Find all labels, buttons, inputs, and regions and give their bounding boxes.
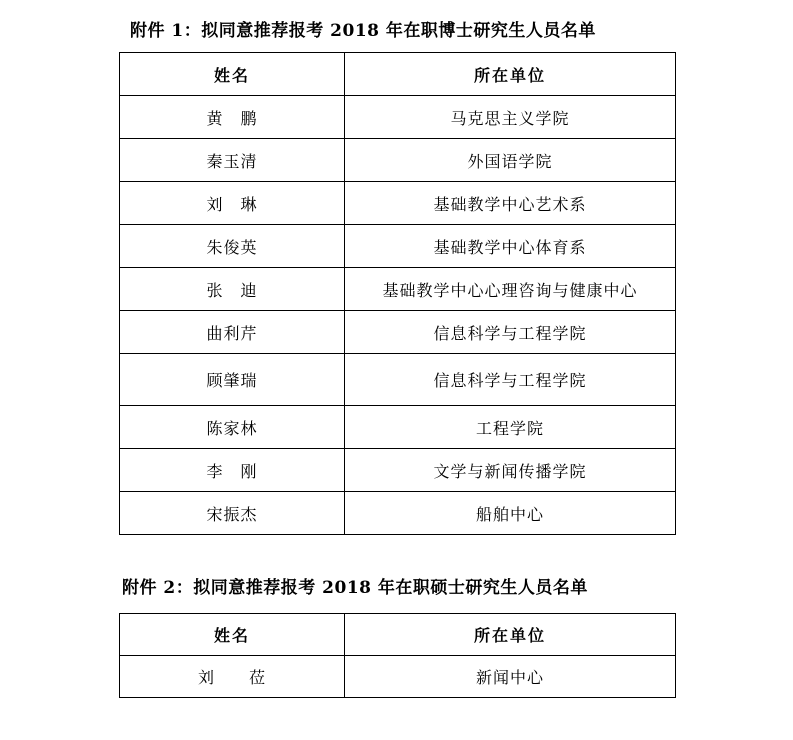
unit-column-header: 所在单位	[345, 53, 676, 96]
person-name	[120, 406, 345, 449]
person-name-text: 秦玉清	[206, 151, 258, 171]
table-row	[120, 449, 676, 492]
department-name: 基础教学中心体育系	[345, 225, 676, 268]
person-name-text: 刘 琳	[206, 194, 258, 214]
table-row	[120, 656, 676, 698]
department-name: 信息科学与工程学院	[345, 354, 676, 406]
person-name	[120, 96, 345, 139]
table-row	[120, 492, 676, 535]
department-name: 基础教学中心心理咨询与健康中心	[345, 268, 676, 311]
department-name: 基础教学中心艺术系	[345, 182, 676, 225]
department-name: 文学与新闻传播学院	[345, 449, 676, 492]
person-name	[120, 354, 345, 406]
masters-candidates-table	[119, 613, 676, 698]
person-name	[120, 268, 345, 311]
department-name: 外国语学院	[345, 139, 676, 182]
table-header-row	[120, 614, 676, 656]
person-name-text: 顾肇瑞	[206, 371, 258, 390]
unit-column-header: 所在单位	[345, 614, 676, 656]
table-row	[120, 354, 676, 406]
person-name-text: 曲利芹	[206, 323, 258, 343]
table-row	[120, 139, 676, 182]
attachment-2-heading: 附件 2：拟同意推荐报考 2018 年在职硕士研究生人员名单	[122, 578, 588, 598]
name-column-header: 姓名	[120, 614, 345, 656]
table-row	[120, 225, 676, 268]
department-name: 新闻中心	[345, 656, 676, 698]
person-name	[120, 449, 345, 492]
person-name-text: 宋振杰	[206, 504, 258, 524]
person-name	[120, 182, 345, 225]
table-row	[120, 182, 676, 225]
table-header-row	[120, 53, 676, 96]
attachment-1-heading: 附件 1：拟同意推荐报考 2018 年在职博士研究生人员名单	[130, 21, 596, 41]
person-name	[120, 225, 345, 268]
table-row	[120, 311, 676, 354]
table-row	[120, 406, 676, 449]
name-column-header: 姓名	[120, 53, 345, 96]
department-name: 工程学院	[345, 406, 676, 449]
person-name-text: 黄 鹏	[206, 108, 258, 128]
person-name	[120, 311, 345, 354]
department-name: 马克思主义学院	[345, 96, 676, 139]
person-name-text: 朱俊英	[206, 237, 258, 257]
department-name: 船舶中心	[345, 492, 676, 535]
person-name-text: 陈家林	[206, 418, 258, 438]
person-name	[120, 492, 345, 535]
department-name: 信息科学与工程学院	[345, 311, 676, 354]
person-name-text: 李 刚	[206, 461, 258, 481]
person-name	[120, 139, 345, 182]
person-name-text: 张 迪	[206, 280, 258, 300]
table-row	[120, 268, 676, 311]
person-name	[120, 656, 345, 698]
table-row	[120, 96, 676, 139]
person-name-text: 刘 莅	[197, 668, 266, 687]
doctoral-candidates-table	[119, 52, 676, 535]
